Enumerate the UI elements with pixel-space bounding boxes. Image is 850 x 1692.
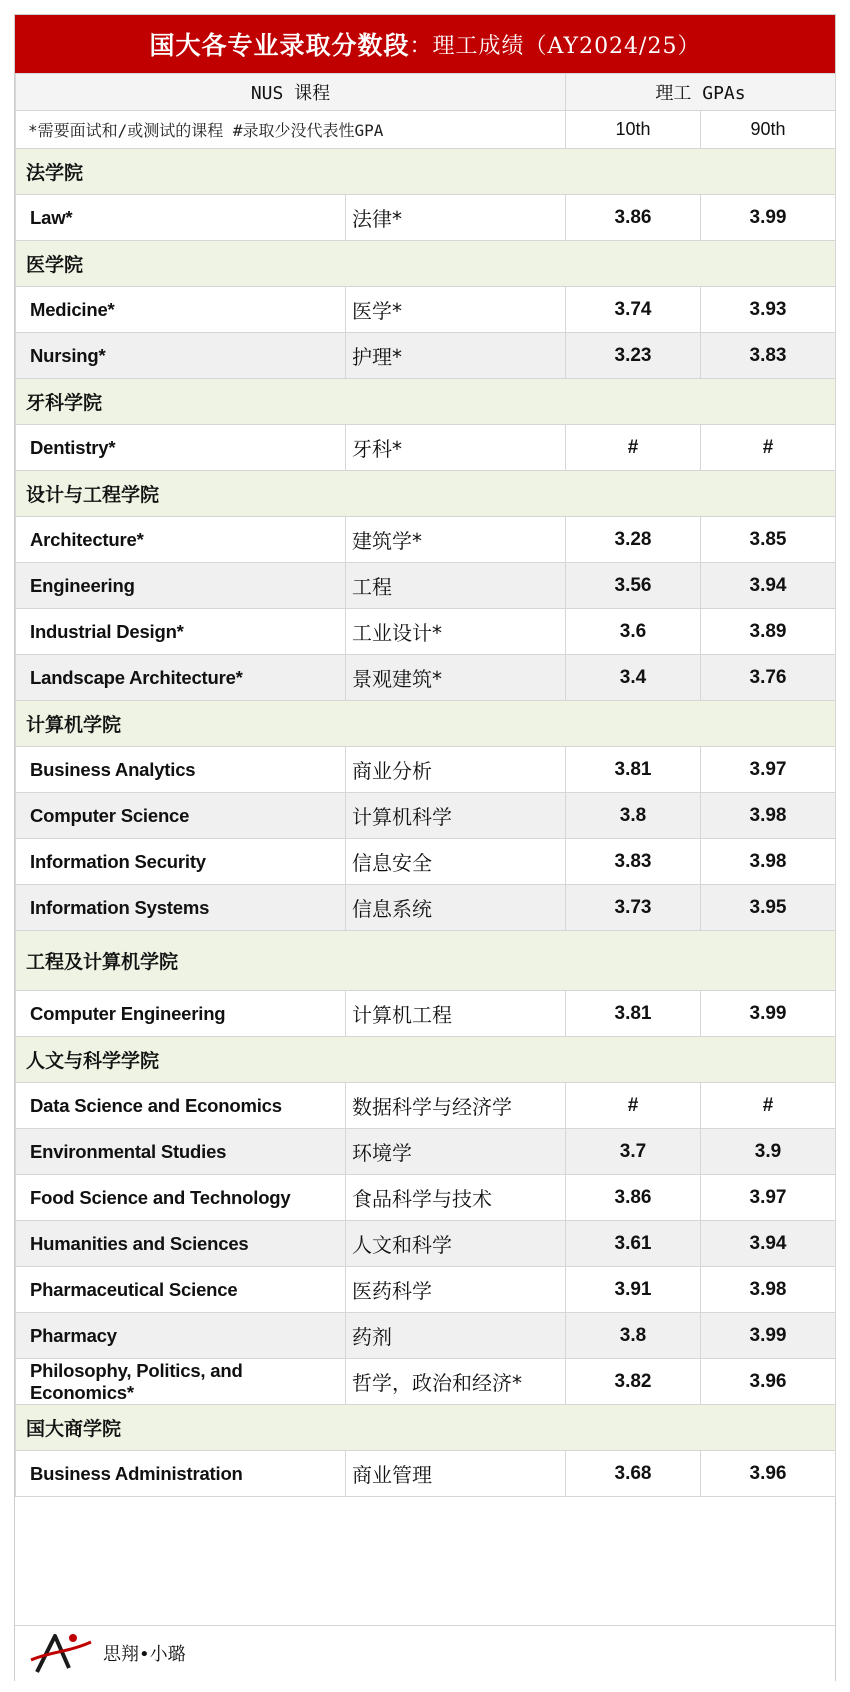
course-name-cn: 工业设计* (346, 609, 566, 655)
gpa-table (15, 73, 836, 1497)
faculty-row (16, 149, 836, 195)
course-name-cn: 信息系统 (346, 885, 566, 931)
course-name-cn: 食品科学与技术 (346, 1175, 566, 1221)
course-name-en: Landscape Architecture* (16, 655, 346, 701)
faculty-name: 牙科学院 (16, 379, 836, 425)
course-name-en: Computer Engineering (16, 991, 346, 1037)
gpa-90th: 3.98 (701, 1267, 836, 1313)
course-name-en: Food Science and Technology (16, 1175, 346, 1221)
course-name-cn: 计算机工程 (346, 991, 566, 1037)
course-name-cn: 人文和科学 (346, 1221, 566, 1267)
gpa-90th: 3.94 (701, 563, 836, 609)
table-row (16, 885, 836, 931)
gpa-10th: 3.86 (566, 195, 701, 241)
faculty-name: 设计与工程学院 (16, 471, 836, 517)
gpa-10th: 3.74 (566, 287, 701, 333)
table-row (16, 655, 836, 701)
course-name-en: Pharmaceutical Science (16, 1267, 346, 1313)
course-name-cn: 法律* (346, 195, 566, 241)
gpa-90th: 3.99 (701, 991, 836, 1037)
course-name-en: Information Security (16, 839, 346, 885)
table-row (16, 793, 836, 839)
gpa-10th: 3.61 (566, 1221, 701, 1267)
gpa-10th: 3.81 (566, 991, 701, 1037)
header-row (16, 74, 836, 111)
gpa-90th: 3.89 (701, 609, 836, 655)
faculty-name: 工程及计算机学院 (16, 931, 836, 991)
table-row (16, 1451, 836, 1497)
gpa-90th: 3.99 (701, 1313, 836, 1359)
gpa-10th: 3.86 (566, 1175, 701, 1221)
gpa-90th: 3.85 (701, 517, 836, 563)
page-title (15, 15, 835, 73)
gpa-90th: 3.97 (701, 747, 836, 793)
table-row (16, 1359, 836, 1405)
table-row (16, 1129, 836, 1175)
course-name-en: Computer Science (16, 793, 346, 839)
faculty-row (16, 241, 836, 287)
gpa-10th: 3.6 (566, 609, 701, 655)
course-name-en: Philosophy, Politics, and Economics* (16, 1359, 346, 1405)
courses-header: NUS 课程 (16, 74, 566, 111)
faculty-row (16, 931, 836, 991)
course-name-cn: 商业管理 (346, 1451, 566, 1497)
course-name-en: Architecture* (16, 517, 346, 563)
gpas-header: 理工 GPAs (566, 74, 836, 111)
table-row (16, 1313, 836, 1359)
table-row (16, 563, 836, 609)
subheader-row (16, 111, 836, 149)
brand-logo-icon (29, 1630, 93, 1678)
brand-name: 思翔•小璐 (103, 1644, 186, 1665)
course-name-en: Law* (16, 195, 346, 241)
table-row (16, 991, 836, 1037)
legend-note: *需要面试和/或测试的课程 #录取少没代表性GPA (16, 111, 566, 149)
faculty-name: 国大商学院 (16, 1405, 836, 1451)
gpa-10th: 3.28 (566, 517, 701, 563)
course-name-cn: 牙科* (346, 425, 566, 471)
course-name-cn: 护理* (346, 333, 566, 379)
gpa-10th: 3.68 (566, 1451, 701, 1497)
table-row (16, 747, 836, 793)
course-name-en: Data Science and Economics (16, 1083, 346, 1129)
gpa-90th: 3.9 (701, 1129, 836, 1175)
course-name-en: Dentistry* (16, 425, 346, 471)
course-name-en: Nursing* (16, 333, 346, 379)
faculty-row (16, 701, 836, 747)
table-row (16, 195, 836, 241)
gpa-90th: 3.93 (701, 287, 836, 333)
gpa-90th: 3.95 (701, 885, 836, 931)
course-name-cn: 计算机科学 (346, 793, 566, 839)
footer (15, 1625, 835, 1681)
gpa-90th: 3.83 (701, 333, 836, 379)
table-row (16, 1175, 836, 1221)
gpa-10th: 3.8 (566, 1313, 701, 1359)
title-main: 国大各专业录取分数段 (149, 32, 410, 60)
gpa-90th: 3.94 (701, 1221, 836, 1267)
gpa-10th: # (566, 425, 701, 471)
table-row (16, 517, 836, 563)
table-row (16, 333, 836, 379)
faculty-row (16, 471, 836, 517)
course-name-en: Engineering (16, 563, 346, 609)
course-name-en: Information Systems (16, 885, 346, 931)
course-name-cn: 数据科学与经济学 (346, 1083, 566, 1129)
course-name-en: Environmental Studies (16, 1129, 346, 1175)
course-name-en: Medicine* (16, 287, 346, 333)
gpa-10th: 3.7 (566, 1129, 701, 1175)
gpa-10th: 3.82 (566, 1359, 701, 1405)
course-name-en: Industrial Design* (16, 609, 346, 655)
gpa-10th: 3.83 (566, 839, 701, 885)
course-name-cn: 医药科学 (346, 1267, 566, 1313)
gpa-10th: 3.23 (566, 333, 701, 379)
gpa-90th: 3.97 (701, 1175, 836, 1221)
course-name-cn: 医学* (346, 287, 566, 333)
faculty-row (16, 1037, 836, 1083)
gpa-90th: # (701, 1083, 836, 1129)
course-name-en: Humanities and Sciences (16, 1221, 346, 1267)
faculty-row (16, 379, 836, 425)
gpa-10th: 3.56 (566, 563, 701, 609)
course-name-cn: 环境学 (346, 1129, 566, 1175)
course-name-en: Pharmacy (16, 1313, 346, 1359)
table-row (16, 839, 836, 885)
gpa-10th: 3.8 (566, 793, 701, 839)
gpa-10th: 3.73 (566, 885, 701, 931)
course-name-cn: 景观建筑* (346, 655, 566, 701)
gpa-90th: 3.96 (701, 1359, 836, 1405)
table-row (16, 1083, 836, 1129)
course-name-cn: 哲学，政治和经济* (346, 1359, 566, 1405)
faculty-name: 医学院 (16, 241, 836, 287)
gpa-90th: 3.99 (701, 195, 836, 241)
table-row (16, 1221, 836, 1267)
course-name-cn: 工程 (346, 563, 566, 609)
title-sub: ：理工成绩（AY2024/25） (409, 33, 701, 59)
course-name-cn: 建筑学* (346, 517, 566, 563)
table-row (16, 425, 836, 471)
faculty-name: 法学院 (16, 149, 836, 195)
gpa-90th: 3.76 (701, 655, 836, 701)
course-name-cn: 商业分析 (346, 747, 566, 793)
gpa-90th: # (701, 425, 836, 471)
course-name-cn: 信息安全 (346, 839, 566, 885)
table-row (16, 1267, 836, 1313)
gpa-10th: 3.4 (566, 655, 701, 701)
faculty-name: 计算机学院 (16, 701, 836, 747)
table-row (16, 609, 836, 655)
gpa-90th: 3.98 (701, 839, 836, 885)
gpa-10th: # (566, 1083, 701, 1129)
course-name-cn: 药剂 (346, 1313, 566, 1359)
table-row (16, 287, 836, 333)
gpa-10th: 3.91 (566, 1267, 701, 1313)
course-name-en: Business Analytics (16, 747, 346, 793)
col-90th-header: 90th (701, 111, 836, 149)
course-name-en: Business Administration (16, 1451, 346, 1497)
faculty-name: 人文与科学学院 (16, 1037, 836, 1083)
gpa-90th: 3.96 (701, 1451, 836, 1497)
faculty-row (16, 1405, 836, 1451)
col-10th-header: 10th (566, 111, 701, 149)
gpa-90th: 3.98 (701, 793, 836, 839)
gpa-10th: 3.81 (566, 747, 701, 793)
